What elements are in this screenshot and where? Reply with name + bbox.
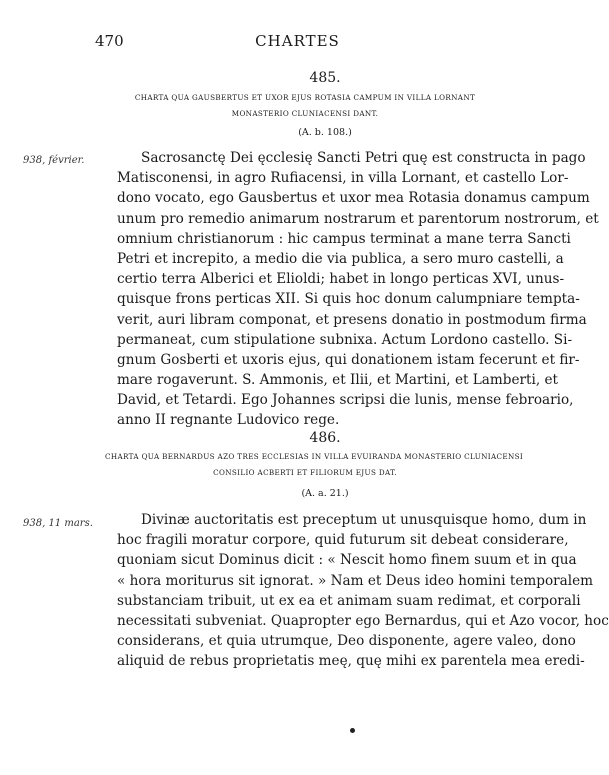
text-line: Sacrosanctę Dei ęcclesię Sancti Petri quę est constructa in pago bbox=[141, 150, 586, 166]
text-line: certio terra Alberici et Elioldi; habet in longo perticas XVI, unus- bbox=[117, 271, 565, 288]
text-line: considerans, et quia utrumque, Deo disponente, agere valeo, dono bbox=[117, 633, 576, 650]
text-line: David, et Tetardi. Ego Johannes scripsi die lunis, mense febroario, bbox=[117, 392, 574, 409]
text-line: verit, auri libram componat, et presens donatio in postmodum firma bbox=[117, 311, 587, 328]
text-line: Divinæ auctoritatis est preceptum ut unusquisque homo, dum in bbox=[141, 512, 587, 528]
text-line: omnium christianorum : hic campus terminat a mane terra Sancti bbox=[117, 230, 571, 247]
text-line: gnum Gosberti et uxoris ejus, qui donationem istam fecerunt et fir- bbox=[117, 351, 580, 368]
charter-title-line: MONASTERIO CLUNIACENSI DANT. bbox=[231, 109, 379, 118]
running-title: CHARTES bbox=[255, 32, 340, 50]
charter-text bbox=[117, 510, 609, 672]
charter-title bbox=[105, 90, 505, 122]
text-line: quisque frons perticas XII. Si quis hoc donum calumpniare tempta- bbox=[117, 291, 580, 308]
charter-title-line: CHARTA QUA GAUSBERTUS ET UXOR EJUS ROTASIA CAMPUM IN VILLA LORNANT bbox=[134, 93, 476, 102]
charter-title-line: CONSILIO ACBERTI ET FILIORUM EJUS DAT. bbox=[213, 468, 397, 477]
margin-date: 938, février. bbox=[23, 155, 85, 166]
text-line: dono vocato, ego Gausbertus et uxor mea Rotasia donamus campum bbox=[117, 190, 590, 207]
charter-text bbox=[117, 148, 599, 431]
text-line: anno II regnante Ludovico rege. bbox=[117, 412, 340, 429]
charter-title-line: CHARTA QUA BERNARDUS AZO TRES ECCLESIAS IN VILLA EVUIRANDA MONASTERIO CLUNIACENSI bbox=[105, 452, 524, 461]
margin-date: 938, 11 mars. bbox=[23, 518, 93, 529]
text-line: hoc fragili moratur corpore, quid futurum sit debeat considerare, bbox=[117, 532, 569, 549]
text-line: necessitati subveniat. Quapropter ego Bernardus, qui et Azo vocor, hoc bbox=[117, 612, 609, 629]
charter-reference: (A. b. 108.) bbox=[298, 127, 352, 138]
text-line: mare rogaverunt. S. Ammonis, et Ilii, et Martini, et Lamberti, et bbox=[117, 372, 559, 389]
text-line: aliquid de rebus proprietatis meę, quę mihi ex parentela mea eredi- bbox=[117, 653, 585, 670]
text-line: « hora moriturus sit ignorat. » Nam et Deus ideo homini temporalem bbox=[117, 572, 594, 589]
text-line: unum pro remedio animarum nostrarum et parentorum nostrorum, et bbox=[117, 210, 599, 227]
page-number: 470 bbox=[95, 32, 124, 50]
charter-number: 486. bbox=[309, 430, 341, 446]
charter-number: 485. bbox=[309, 70, 341, 86]
text-line: Petri et increpito, a medio die via publica, a sero muro castelli, a bbox=[117, 250, 564, 267]
charter-title bbox=[105, 449, 524, 481]
charter-reference: (A. a. 21.) bbox=[301, 488, 349, 499]
text-line: Matisconensi, in agro Rufiacensi, in villa Lornant, et castello Lor- bbox=[117, 170, 569, 187]
text-line: permaneat, cum stipulatione subnixa. Actum Lordono castello. Si- bbox=[117, 331, 573, 348]
text-line: substanciam tribuit, ut ex ea et animam suam redimat, et corporali bbox=[117, 592, 581, 609]
ink-mark bbox=[350, 728, 355, 733]
text-line: quoniam sicut Dominus dicit : « Nescit homo finem suum et in qua bbox=[117, 552, 577, 569]
